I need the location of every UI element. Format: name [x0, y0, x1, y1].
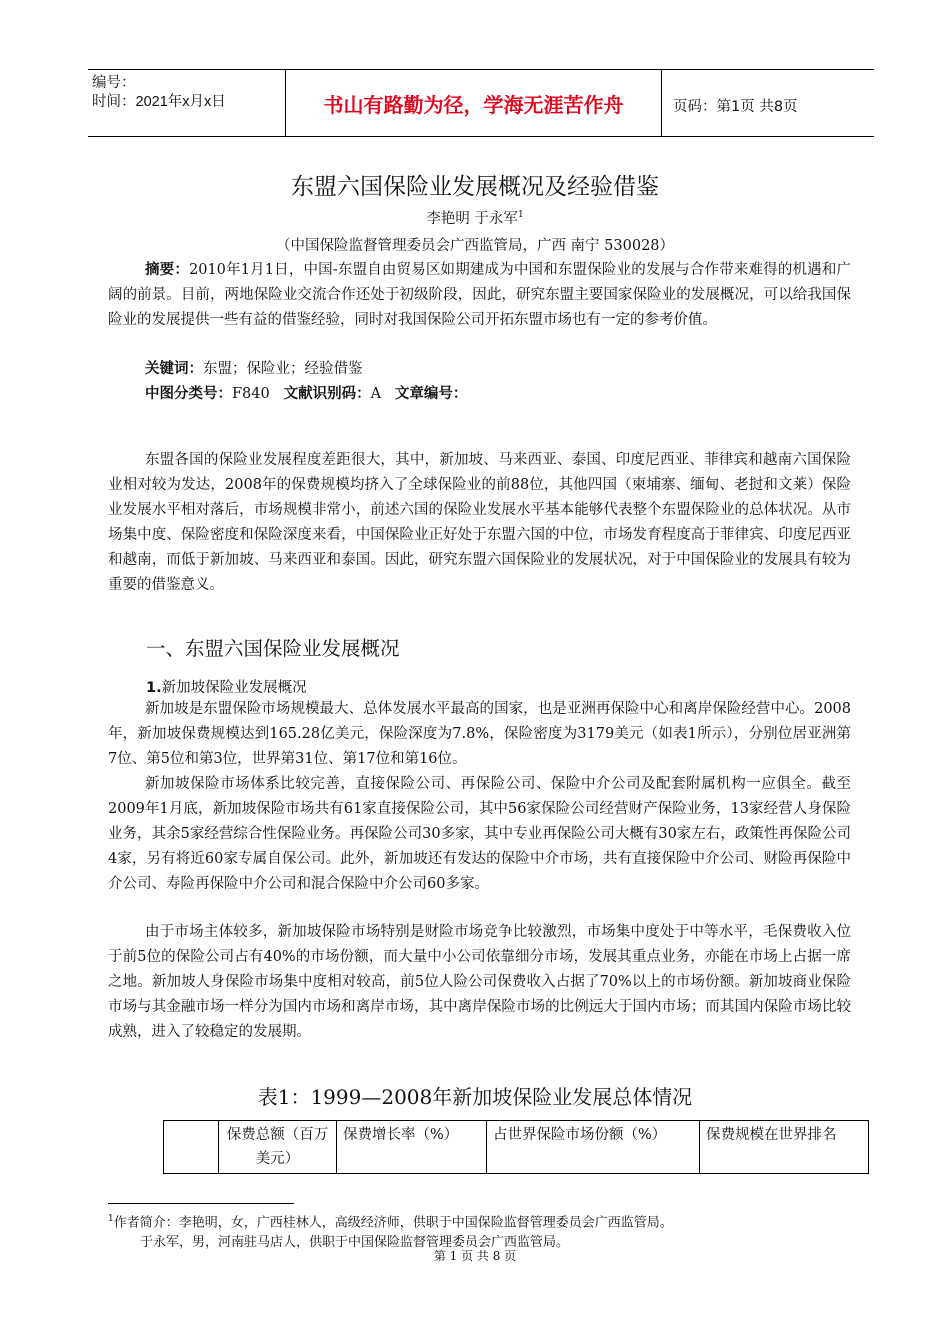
author-names: 李艳明 于永军	[426, 211, 518, 227]
keywords-label: 关键词：	[145, 361, 203, 377]
table-header-row	[164, 1121, 869, 1174]
footnote-line-2: 于永军，男，河南驻马店人，供职于中国保险监督管理委员会广西监管局。	[140, 1235, 570, 1251]
footnote-text-1: 作者简介：李艳明，女，广西桂林人，高级经济师，供职于中国保险监督管理委员会广西监管局。	[113, 1215, 673, 1231]
footnote-line-1	[108, 1209, 868, 1233]
classification-line	[108, 382, 851, 407]
article-no-label: 文章编号：	[394, 386, 468, 402]
page-header	[88, 69, 874, 137]
keywords-text: 东盟；保险业；经验借鉴	[203, 361, 363, 377]
clc-label: 中图分类号：	[145, 386, 232, 402]
table-1-caption: 表1：1999—2008年新加坡保险业发展总体情况	[257, 1085, 693, 1109]
footnote-mark: 1	[108, 1214, 114, 1224]
subsection-number: 1.	[146, 680, 162, 696]
article-affiliation: （中国保险监督管理委员会广西监管局，广西 南宁 530028）	[275, 238, 675, 254]
table-header-cell	[164, 1121, 219, 1174]
table-header-cell: 保费规模在世界排名	[700, 1121, 869, 1174]
paragraph-2: 新加坡保险市场体系比较完善，直接保险公司、再保险公司、保险中介公司及配套附属机构一应俱全。截至2009年1月底，新加坡保险市场共有61家直接保险公司，其中56家保险公司经营财产保险业务，13家经营人身保险业务，其余5家经营综合性保险业务。再保险公司30多家，其中专业再保险公司大概有30家左右，政策性再保险公司4家，另有将近60家专属自保公司。此外，新加坡还有发达的保险中介市场，共有直接保险中介公司、财险再保险中介公司、寿险再保险中介公司和混合保险中介公司60多家。	[108, 776, 851, 892]
header-motto: 书山有路勤为径，学海无涯苦作舟	[285, 70, 662, 136]
paragraph-3: 由于市场主体较多，新加坡保险市场特别是财险市场竞争比较激烈，市场集中度处于中等水平，毛保费收入位于前5位的保险公司占有40%的市场份额，而大量中小公司依靠细分市场，发展其重点业务，亦能在市场上占据一席之地。新加坡人身保险市场集中度相对较高，前5位人险公司保费收入占据了70%以上的市场份额。新加坡商业保险市场与其金融市场一样分为国内市场和离岸市场，其中离岸保险市场的比例远大于国内市场；而其国内保险市场比较成熟，进入了较稳定的发展期。	[108, 924, 851, 1040]
time-label: 时间：2021年x月x日	[92, 94, 226, 110]
intro-paragraph: 东盟各国的保险业发展程度差距很大，其中，新加坡、马来西亚、泰国、印度尼西亚、菲律宾和越南六国保险业相对较为发达，2008年的保费规模均挤入了全球保险业的前88位，其他四国（柬埔寨、缅甸、老挝和文莱）保险业发展水平相对落后，市场规模非常小，前述六国的保险业发展水平基本能够代表整个东盟保险业的总体状况。从市场集中度、保险密度和保险深度来看，中国保险业正好处于东盟六国的中位，市场发育程度高于菲律宾、印度尼西亚和越南，而低于新加坡、马来西亚和泰国。因此，研究东盟六国保险业的发展状况，对于中国保险业的发展具有较为重要的借鉴意义。	[108, 452, 851, 593]
doc-code-label: 文献识别码：	[283, 386, 371, 402]
author-footnote-mark: 1	[517, 210, 524, 221]
section-1-heading: 一、东盟六国保险业发展概况	[146, 637, 400, 660]
abstract	[108, 258, 851, 333]
article-authors	[0, 207, 950, 228]
subsection-title: 新加坡保险业发展概况	[161, 680, 307, 696]
abstract-text: 2010年1月1日，中国-东盟自由贸易区如期建成为中国和东盟保险业的发展与合作带来难得的机遇和广阔的前景。目前，两地保险业交流合作还处于初级阶段，因此，研究东盟主要国家保险业的发展概况，可以给我国保险业的发展提供一些有益的借鉴经验，同时对我国保险公司开拓东盟市场也有一定的参考价值。	[108, 262, 852, 328]
table-header-cell: 保费总额（百万美元）	[219, 1121, 337, 1174]
footnote-rule	[108, 1203, 294, 1204]
abstract-label: 摘要：	[145, 262, 189, 278]
keywords	[108, 357, 851, 382]
doc-code-value: A	[370, 386, 382, 402]
subsection-1-heading	[146, 676, 307, 697]
page-footer: 第 1 页 共 8 页	[433, 1249, 517, 1263]
table-header-cell: 保费增长率（%）	[337, 1121, 487, 1174]
header-page-label: 页码：第1页 共8页	[673, 99, 798, 115]
clc-value: F840	[232, 386, 270, 402]
number-label: 编号：	[92, 75, 136, 91]
table-header-cell: 占世界保险市场份额（%）	[487, 1121, 700, 1174]
article-title: 东盟六国保险业发展概况及经验借鉴	[291, 174, 659, 200]
table-1	[163, 1120, 869, 1174]
paragraph-1: 新加坡是东盟保险市场规模最大、总体发展水平最高的国家，也是亚洲再保险中心和离岸保险经营中心。2008年，新加坡保费规模达到165.28亿美元，保险深度为7.8%，保险密度为3179美元（如表1所示），分别位居亚洲第7位、第5位和第3位，世界第31位、第17位和第16位。	[108, 701, 851, 767]
header-left	[92, 74, 226, 112]
